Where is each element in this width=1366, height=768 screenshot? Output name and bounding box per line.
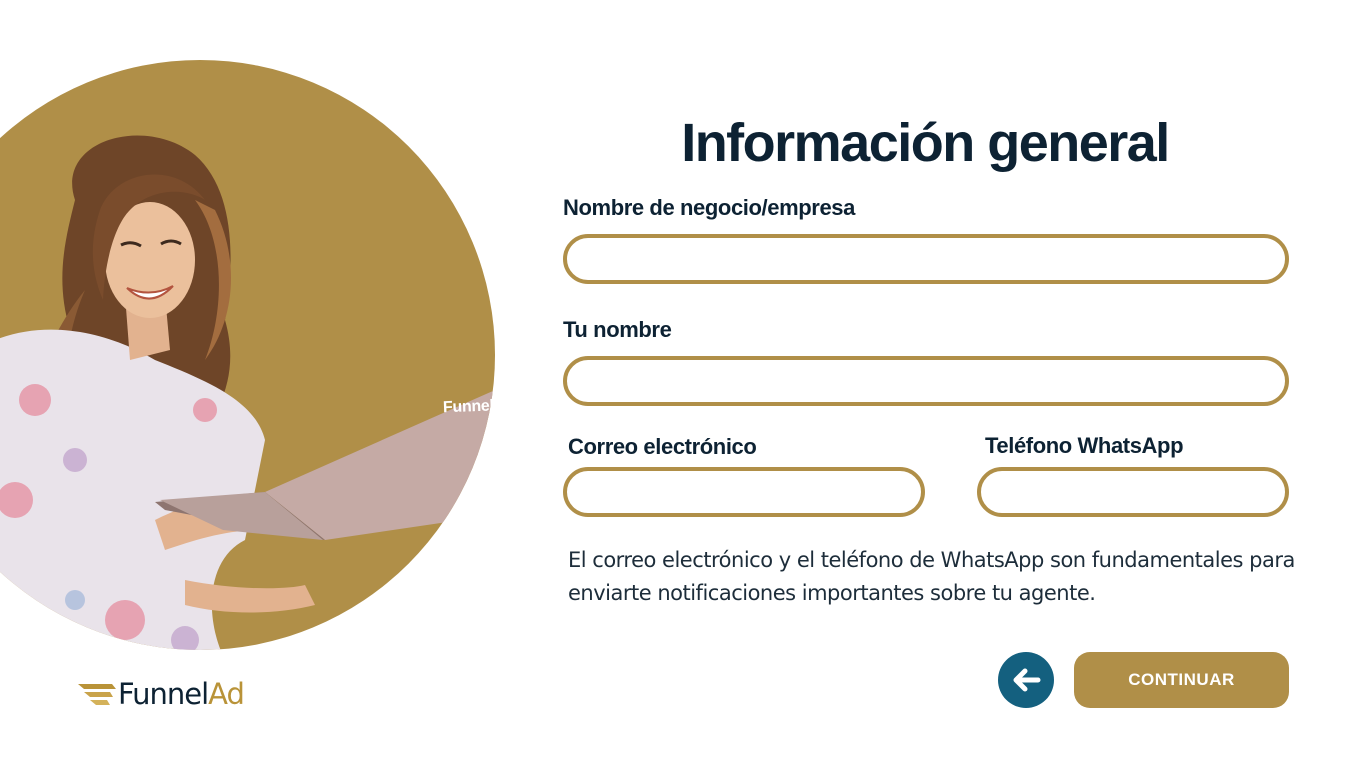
back-button[interactable] xyxy=(998,652,1054,708)
continue-button[interactable]: CONTINUAR xyxy=(1074,652,1289,708)
your-name-input[interactable] xyxy=(563,356,1289,406)
whatsapp-phone-input[interactable] xyxy=(977,467,1289,517)
laptop-brand-text: FunnelAd xyxy=(442,396,515,417)
logo-text-primary: Funnel xyxy=(118,676,209,711)
email-input[interactable] xyxy=(563,467,925,517)
business-name-input[interactable] xyxy=(563,234,1289,284)
page-title: Información general xyxy=(681,113,1169,173)
business-name-label: Nombre de negocio/empresa xyxy=(563,195,855,220)
contact-info-note: El correo electrónico y el teléfono de WhatsApp son fundamentales para enviarte notificaciones importantes sobre tu agente. xyxy=(568,548,1295,605)
brand-logo xyxy=(76,674,244,714)
arrow-left-icon xyxy=(1011,668,1041,692)
logo-text-accent: Ad xyxy=(208,676,244,711)
email-label: Correo electrónico xyxy=(568,434,757,459)
hero-photo xyxy=(0,60,495,650)
whatsapp-phone-label: Teléfono WhatsApp xyxy=(985,433,1184,458)
hero-circle xyxy=(0,60,495,650)
wings-logo-icon xyxy=(76,681,116,707)
your-name-label: Tu nombre xyxy=(563,317,672,342)
logo-text xyxy=(118,676,244,711)
